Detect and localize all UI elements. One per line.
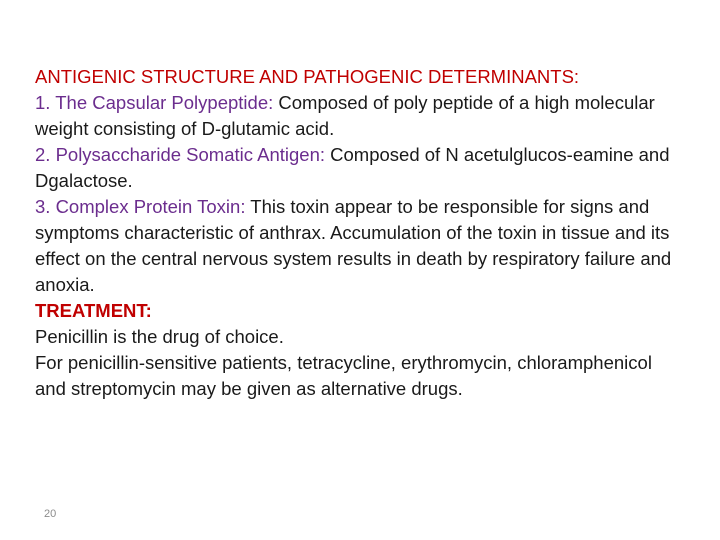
item-text: Composed of poly peptide of a high molecular weight consisting of D-glutamic acid. xyxy=(35,92,655,139)
list-item-capsular-polypeptide xyxy=(35,90,685,142)
section-heading-antigenic: ANTIGENIC STRUCTURE AND PATHOGENIC DETERMINANTS: xyxy=(35,66,580,87)
list-item-protein-toxin xyxy=(35,194,685,298)
item-text: Composed of N acetulglucos-eamine and Dgalactose. xyxy=(35,144,670,191)
treatment-line-1: Penicillin is the drug of choice. xyxy=(35,326,284,347)
item-label: 3. Complex Protein Toxin: xyxy=(35,196,246,217)
item-label: 2. Polysaccharide Somatic Antigen: xyxy=(35,144,325,165)
list-item-polysaccharide-antigen xyxy=(35,142,685,194)
section-heading-treatment: TREATMENT: xyxy=(35,300,152,321)
page-number: 20 xyxy=(44,508,57,520)
slide-content xyxy=(35,64,685,402)
item-label: 1. The Capsular Polypeptide: xyxy=(35,92,274,113)
treatment-line-2: For penicillin-sensitive patients, tetracycline, erythromycin, chloramphenicol and streptomycin may be given as alternative drugs. xyxy=(35,352,652,399)
item-text: This toxin appear to be responsible for signs and symptoms characteristic of anthrax. Accumulation of the toxin in tissue and its effect on the central nervous system results in death by respiratory failure and anoxia. xyxy=(35,196,672,295)
